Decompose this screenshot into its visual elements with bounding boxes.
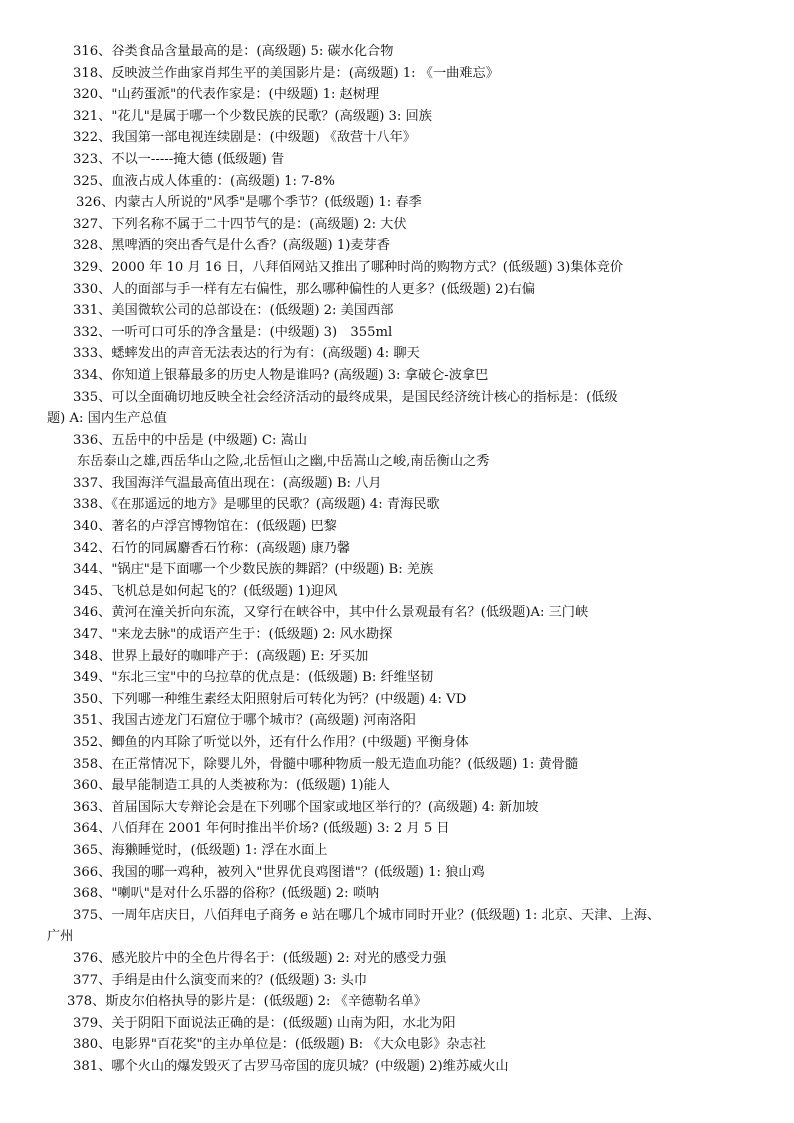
quiz-item: 365、海獭睡觉时，(低级题) 1: 浮在水面上 [73, 842, 328, 858]
quiz-item: 326、内蒙古人所说的"风季"是哪个季节？(低级题) 1: 春季 [76, 195, 422, 211]
quiz-item: 331、美国微软公司的总部设在：(低级题) 2: 美国西部 [73, 303, 394, 319]
quiz-item: 327、下列名称不属于二十四节气的是：(高级题) 2: 大伏 [73, 216, 407, 232]
quiz-list [47, 41, 762, 1078]
quiz-item: 338、《在那遥远的地方》是哪里的民歌？(高级题) 4: 青海民歌 [73, 497, 440, 513]
quiz-item: 378、斯皮尔伯格执导的影片是：(低级题) 2: 《辛德勒名单》 [67, 994, 427, 1010]
quiz-item: 329、2000 年 10 月 16 日，八拜佰网站又推出了哪种时尚的购物方式？(低级题) 3)集体竞价 [73, 259, 624, 275]
quiz-item: 380、电影界"百花奖"的主办单位是：(低级题) B: 《大众电影》杂志社 [73, 1037, 486, 1053]
quiz-item: 316、谷类食品含量最高的是：(高级题) 5: 碳水化合物 [73, 44, 394, 59]
quiz-item: 321、"花儿"是属于哪一个少数民族的民歌？(高级题) 3: 回族 [73, 108, 432, 124]
quiz-item: 342、石竹的同属麝香石竹称：(高级题) 康乃馨 [73, 540, 351, 556]
quiz-item: 352、鲫鱼的内耳除了听觉以外，还有什么作用？(中级题) 平衡身体 [73, 735, 469, 750]
quiz-item: 379、关于阴阳下面说法正确的是：(低级题) 山南为阳，水北为阳 [73, 1015, 456, 1031]
quiz-item: 377、手绢是由什么演变而来的？(低级题) 3: 头巾 [73, 972, 368, 988]
quiz-item: 325、血液占成人体重的：(高级题) 1: 7-8% [73, 173, 335, 189]
quiz-note: 东岳泰山之雄,西岳华山之险,北岳恒山之幽,中岳嵩山之峻,南岳衡山之秀 [77, 454, 490, 470]
quiz-item: 340、著名的卢浮宫博物馆在：(低级题) 巴黎 [73, 519, 337, 535]
quiz-item: 368、"喇叭"是对什么乐器的俗称？(低级题) 2: 唢呐 [73, 886, 380, 902]
quiz-item: 358、在正常情况下，除婴儿外，骨髓中哪种物质一般无造血功能？(低级题) 1: 黄骨髓 [73, 756, 579, 772]
quiz-item: 335、可以全面确切地反映全社会经济活动的最终成果，是国民经济统计核心的指标是：(低级 [73, 389, 618, 405]
quiz-item: 328、黑啤酒的突出香气是什么香？(高级题) 1)麦芽香 [73, 238, 390, 254]
quiz-item: 318、反映波兰作曲家肖邦生平的美国影片是：(高级题) 1: 《一曲难忘》 [73, 65, 499, 81]
quiz-item: 381、哪个火山的爆发毁灭了古罗马帝国的庞贝城？(中级题) 2)维苏威火山 [73, 1058, 509, 1074]
quiz-item: 350、下列哪一种维生素经太阳照射后可转化为钙？(中级题) 4: VD [73, 691, 467, 707]
quiz-item: 346、黄河在潼关折向东流，又穿行在峡谷中，其中什么景观最有名？(低级题)A: 三门峡 [73, 605, 589, 621]
quiz-item: 366、我国的哪一鸡种，被列入"世界优良鸡图谱"？(低级题) 1: 狼山鸡 [73, 864, 485, 880]
quiz-item: 322、我国第一部电视连续剧是：(中级题) 《敌营十八年》 [73, 130, 416, 146]
quiz-item: 345、飞机总是如何起飞的？(低级题) 1)迎风 [73, 583, 338, 599]
quiz-item: 364、八佰拜在 2001 年何时推出半价场? (低级题) 3: 2 月 5 日 [73, 821, 450, 837]
quiz-item: 337、我国海洋气温最高值出现在：(高级题) B: 八月 [73, 475, 382, 491]
quiz-item: 349、"东北三宝"中的乌拉草的优点是：(低级题) B: 纤维坚韧 [73, 670, 434, 686]
quiz-item: 363、首届国际大专辩论会是在下列哪个国家或地区举行的？(高级题) 4: 新加坡 [73, 799, 539, 815]
quiz-item: 376、感光胶片中的全色片得名于：(低级题) 2: 对光的感受力强 [73, 950, 447, 966]
quiz-item: 336、五岳中的中岳是 (中级题) C: 嵩山 [73, 432, 308, 448]
quiz-item: 333、蟋蟀发出的声音无法表达的行为有：(高级题) 4: 聊天 [73, 346, 420, 362]
quiz-item: 323、不以一-----掩大德 (低级题) 眚 [73, 151, 285, 167]
quiz-item: 347、"来龙去脉"的成语产生于：(低级题) 2: 风水勘探 [73, 627, 393, 643]
quiz-item: 344、"锅庄"是下面哪一个少数民族的舞蹈？(中级题) B: 羌族 [73, 562, 434, 578]
quiz-line-continuation: 广州 [47, 929, 74, 945]
quiz-item: 334、你知道上银幕最多的历史人物是谁吗? (高级题) 3: 拿破仑-波拿巴 [73, 367, 489, 383]
quiz-item: 351、我国古迹龙门石窟位于哪个城市？(高级题) 河南洛阳 [73, 713, 416, 729]
quiz-item: 360、最早能制造工具的人类被称为：(低级题) 1)能人 [73, 778, 390, 794]
quiz-item: 330、人的面部与手一样有左右偏性，那么哪种偏性的人更多？(低级题) 2)右偏 [73, 281, 535, 297]
quiz-item: 348、世界上最好的咖啡产于：(高级题) E: 牙买加 [73, 648, 369, 664]
quiz-item: 332、一听可口可乐的净含量是：(中级题) 3) 355ml [73, 324, 393, 340]
quiz-item: 375、一周年店庆日，八佰拜电子商务 e 站在哪几个城市同时开业？(低级题) 1: 北京、天津、上海、 [73, 907, 661, 923]
quiz-line-continuation: 题) A: 国内生产总值 [47, 411, 167, 427]
quiz-item: 320、"山药蛋派"的代表作家是：(中级题) 1: 赵树理 [73, 87, 380, 103]
